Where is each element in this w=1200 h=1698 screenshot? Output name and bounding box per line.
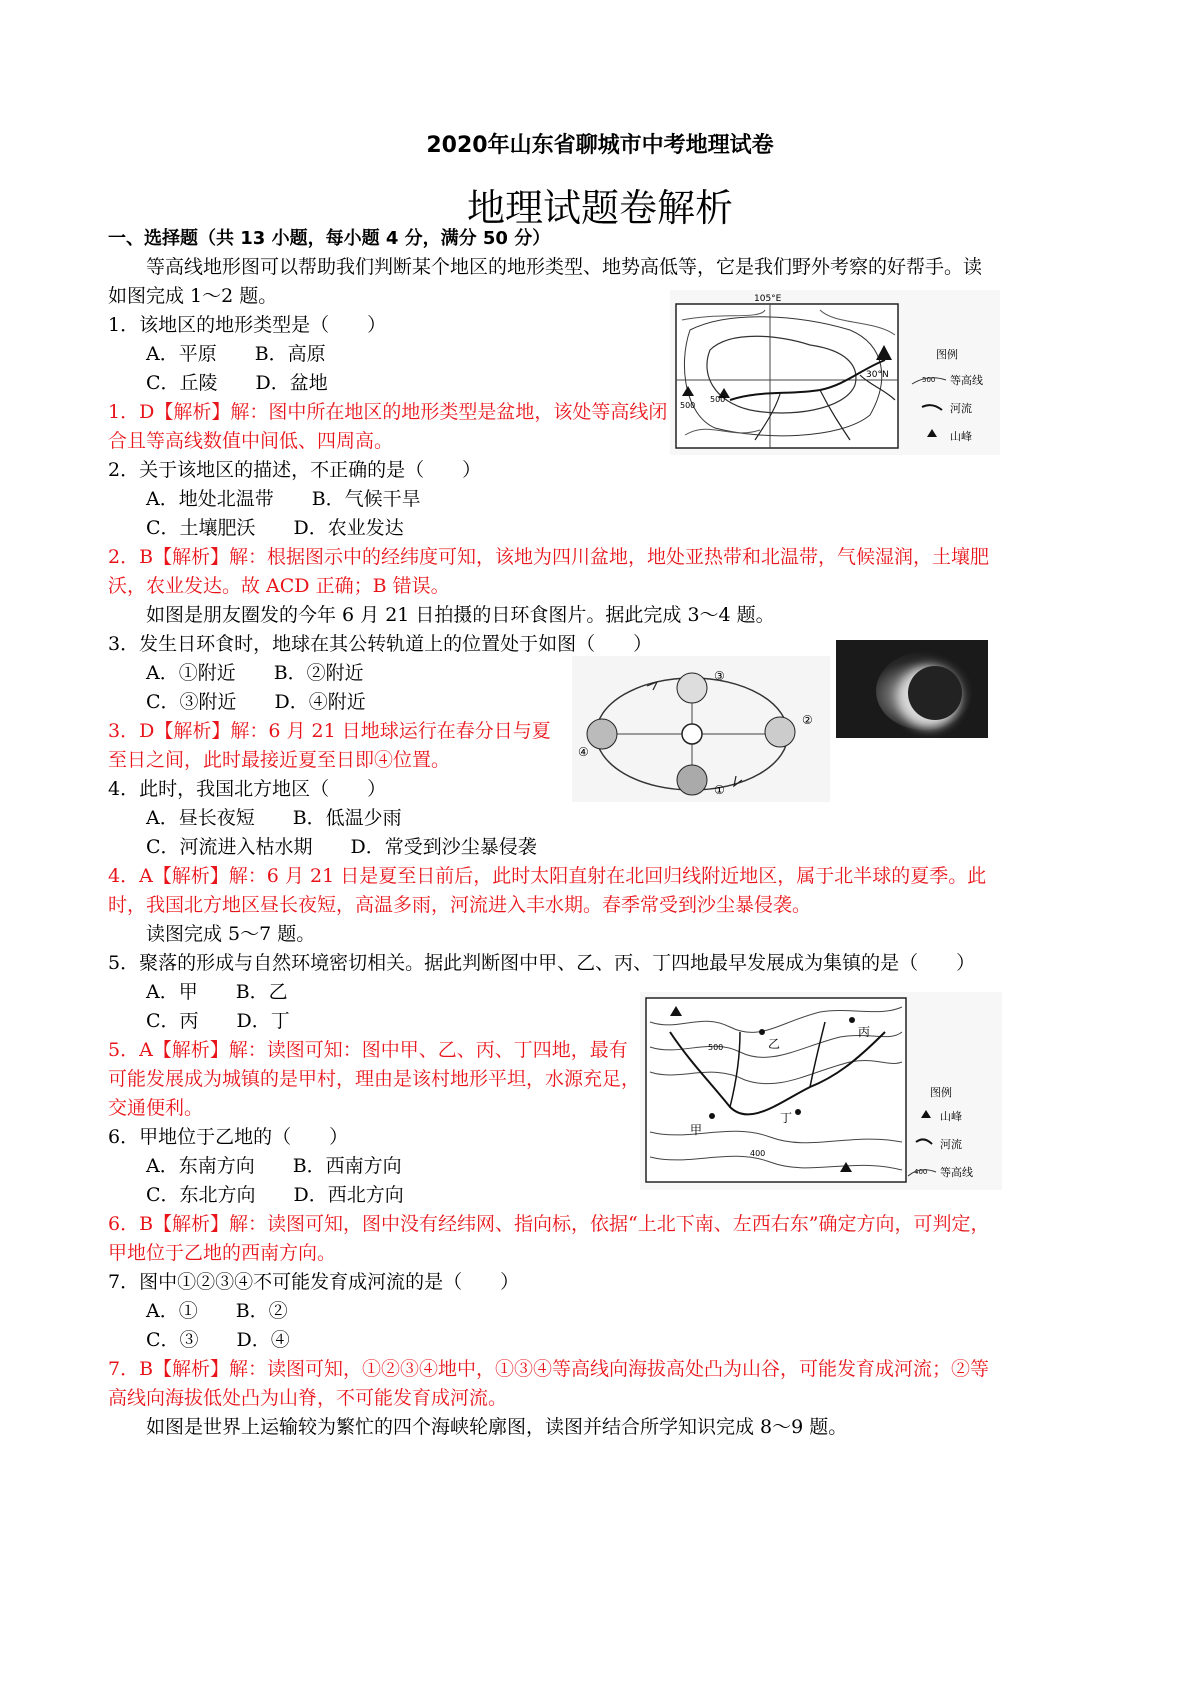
orbit-position-label: ④ bbox=[578, 745, 589, 759]
earth-icon bbox=[765, 717, 795, 747]
contour-map-villages bbox=[640, 992, 1002, 1190]
intro-paragraph: 读图完成 5～7 题。 bbox=[146, 923, 316, 945]
legend-contour-label: 等高线 bbox=[950, 374, 983, 387]
intro-paragraph: 如图是世界上运输较为繁忙的四个海峡轮廓图，读图并结合所学知识完成 8～9 题。 bbox=[146, 1416, 848, 1438]
answer-analysis: 1．D【解析】解：图中所在地区的地形类型是盆地，该处等高线闭 bbox=[108, 401, 668, 423]
question-options: A．甲 B．乙 bbox=[146, 981, 288, 1003]
answer-analysis: 可能发展成为城镇的是甲村，理由是该村地形平坦，水源充足， bbox=[108, 1068, 641, 1090]
legend-contour-value: 400 bbox=[914, 1168, 928, 1176]
question-options: C．丙 D．丁 bbox=[146, 1010, 290, 1032]
village-label-jia: 甲 bbox=[690, 1123, 703, 1137]
legend-peak-label: 山峰 bbox=[940, 1110, 962, 1123]
answer-analysis: 至日之间，此时最接近夏至日即④位置。 bbox=[108, 749, 451, 771]
legend-contour-label: 等高线 bbox=[940, 1166, 973, 1179]
contour-map-basin bbox=[670, 290, 1000, 455]
village-label-bing: 丙 bbox=[858, 1025, 871, 1039]
answer-analysis: 6．B【解析】解：读图可知，图中没有经纬网、指向标，依据“上北下南、左西右东”确定方向，可判定， bbox=[108, 1213, 990, 1235]
orbit-position-label: ② bbox=[802, 713, 813, 727]
contour-value: 500 bbox=[710, 395, 726, 404]
section-heading: 一、选择题（共 13 小题，每小题 4 分，满分 50 分） bbox=[108, 228, 551, 249]
question-stem: 1．该地区的地形类型是（ ） bbox=[108, 314, 387, 336]
answer-analysis: 时，我国北方地区昼长夜短，高温多雨，河流进入丰水期。春季常受到沙尘暴侵袭。 bbox=[108, 894, 812, 916]
answer-analysis: 高线向海拔低处凸为山脊，不可能发育成河流。 bbox=[108, 1387, 508, 1409]
question-options: A．① B．② bbox=[146, 1300, 288, 1322]
sun-icon bbox=[682, 724, 702, 744]
orbit-position-label: ③ bbox=[714, 669, 725, 683]
village-label-yi: 乙 bbox=[768, 1037, 781, 1051]
orbit-position-label: ① bbox=[714, 783, 725, 797]
answer-analysis: 3．D【解析】解：6 月 21 日地球运行在春分日与夏 bbox=[108, 720, 551, 742]
contour-value: 500 bbox=[708, 1043, 724, 1052]
earth-icon bbox=[677, 765, 707, 795]
contour-value: 500 bbox=[680, 401, 696, 410]
intro-paragraph: 如图是朋友圈发的今年 6 月 21 日拍摄的日环食图片。据此完成 3～4 题。 bbox=[146, 604, 775, 626]
question-stem: 3．发生日环食时，地球在其公转轨道上的位置处于如图（ ） bbox=[108, 633, 653, 655]
question-stem: 4．此时，我国北方地区（ ） bbox=[108, 778, 387, 800]
earth-orbit-diagram bbox=[572, 656, 830, 802]
question-options: C．东北方向 D．西北方向 bbox=[146, 1184, 404, 1206]
answer-analysis: 7．B【解析】解：读图可知，①②③④地中，①③④等高线向海拔高处凸为山谷，可能发育成河流；②等 bbox=[108, 1358, 990, 1380]
answer-analysis: 甲地位于乙地的西南方向。 bbox=[108, 1242, 337, 1264]
latitude-label: 30°N bbox=[866, 370, 889, 380]
question-stem: 5．聚落的形成与自然环境密切相关。据此判断图中甲、乙、丙、丁四地最早发展成为集镇的是（ ） bbox=[108, 952, 976, 974]
legend-title: 图例 bbox=[930, 1086, 952, 1099]
legend-contour-value: 500 bbox=[922, 376, 936, 384]
legend-title: 图例 bbox=[936, 348, 958, 361]
question-options: C．③ D．④ bbox=[146, 1329, 290, 1351]
question-options: A．平原 B．高原 bbox=[146, 343, 326, 365]
exam-subtitle: 地理试题卷解析 bbox=[466, 186, 733, 230]
question-options: C．丘陵 D．盆地 bbox=[146, 372, 328, 394]
legend-peak-label: 山峰 bbox=[950, 430, 972, 443]
question-options: A．东南方向 B．西南方向 bbox=[146, 1155, 402, 1177]
question-options: C．土壤肥沃 D．农业发达 bbox=[146, 517, 404, 539]
question-options: A．地处北温带 B．气候干旱 bbox=[146, 488, 421, 510]
answer-analysis: 沃，农业发达。故 ACD 正确；B 错误。 bbox=[108, 575, 450, 597]
annular-eclipse-photo bbox=[836, 640, 988, 738]
intro-paragraph-line: 如图完成 1～2 题。 bbox=[108, 285, 278, 307]
answer-analysis: 2．B【解析】解：根据图示中的经纬度可知，该地为四川盆地，地处亚热带和北温带，气候湿润，土壤肥 bbox=[108, 546, 990, 568]
question-options: A．①附近 B．②附近 bbox=[146, 662, 364, 684]
contour-value: 400 bbox=[750, 1149, 766, 1158]
earth-icon bbox=[677, 673, 707, 703]
earth-icon bbox=[587, 719, 617, 749]
legend-river-label: 河流 bbox=[950, 402, 972, 415]
answer-analysis: 合且等高线数值中间低、四周高。 bbox=[108, 430, 394, 452]
village-label-ding: 丁 bbox=[780, 1111, 793, 1125]
legend-river-label: 河流 bbox=[940, 1138, 962, 1151]
question-options: C．③附近 D．④附近 bbox=[146, 691, 366, 713]
question-options: C．河流进入枯水期 D．常受到沙尘暴侵袭 bbox=[146, 836, 537, 858]
question-stem: 6．甲地位于乙地的（ ） bbox=[108, 1126, 349, 1148]
question-stem: 2．关于该地区的描述，不正确的是（ ） bbox=[108, 459, 482, 481]
answer-analysis: 交通便利。 bbox=[108, 1097, 204, 1119]
answer-analysis: 4．A【解析】解：6 月 21 日是夏至日前后，此时太阳直射在北回归线附近地区，属于北半球的夏季。此 bbox=[108, 865, 987, 887]
exam-title: 2020年山东省聊城市中考地理试卷 bbox=[426, 133, 774, 158]
longitude-label: 105°E bbox=[754, 294, 782, 304]
question-options: A．昼长夜短 B．低温少雨 bbox=[146, 807, 402, 829]
answer-analysis: 5．A【解析】解：读图可知：图中甲、乙、丙、丁四地，最有 bbox=[108, 1039, 628, 1061]
intro-paragraph-line: 等高线地形图可以帮助我们判断某个地区的地形类型、地势高低等，它是我们野外考察的好帮手。读 bbox=[146, 256, 983, 278]
question-stem: 7．图中①②③④不可能发育成河流的是（ ） bbox=[108, 1271, 520, 1293]
